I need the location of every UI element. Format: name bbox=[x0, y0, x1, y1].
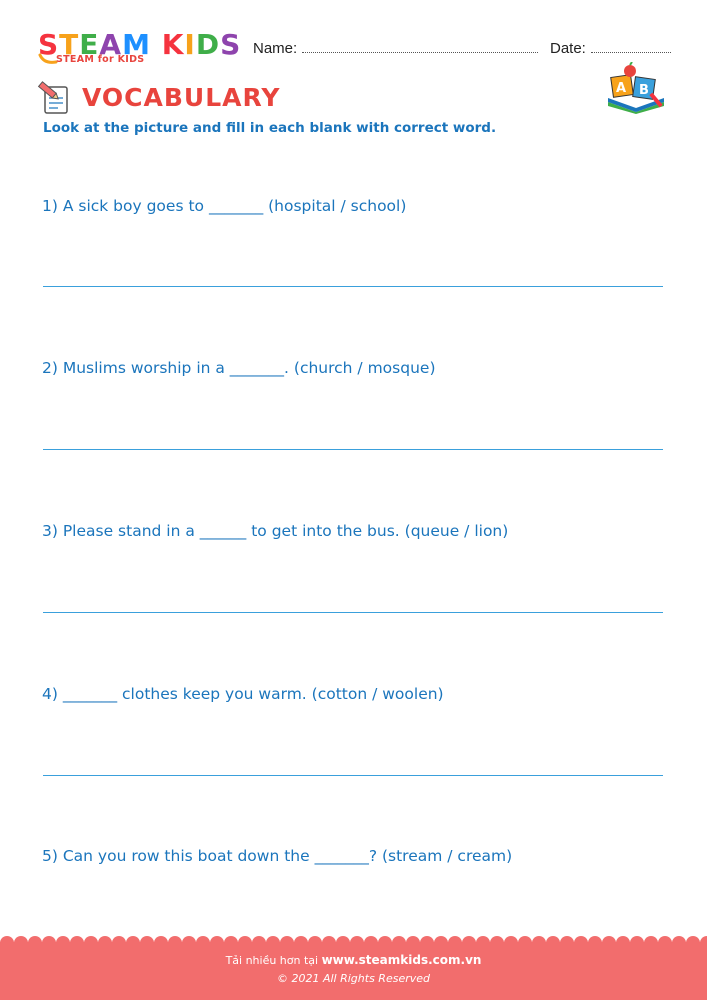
name-field[interactable] bbox=[302, 52, 538, 53]
logo-subtitle: STEAM for KIDS bbox=[56, 54, 145, 65]
footer-bar bbox=[0, 942, 707, 1000]
answer-line-3[interactable] bbox=[43, 612, 663, 613]
svg-text:B: B bbox=[639, 83, 649, 98]
logo-letter: A bbox=[99, 28, 123, 61]
svg-text:A: A bbox=[616, 81, 627, 96]
logo-letter bbox=[151, 28, 162, 61]
steam-kids-logo bbox=[38, 28, 242, 78]
date-label: Date: bbox=[550, 40, 586, 57]
question-1: 1) A sick boy goes to _______ (hospital / school) bbox=[42, 197, 407, 215]
question-2: 2) Muslims worship in a _______. (church / mosque) bbox=[42, 359, 436, 377]
footer-website bbox=[0, 953, 707, 967]
worksheet-title: VOCABULARY bbox=[82, 83, 281, 112]
pencil-paper-icon bbox=[36, 80, 74, 116]
name-label: Name: bbox=[253, 40, 298, 57]
date-field[interactable] bbox=[591, 52, 671, 53]
logo-letter: E bbox=[79, 28, 100, 61]
footer-site-link[interactable]: www.steamkids.com.vn bbox=[321, 953, 482, 967]
abc-books-icon bbox=[604, 62, 668, 114]
answer-line-4[interactable] bbox=[43, 775, 663, 776]
logo-letter: I bbox=[184, 28, 196, 61]
logo-letter: K bbox=[161, 28, 185, 61]
logo-letter: T bbox=[59, 28, 80, 61]
logo-letter: S bbox=[220, 28, 242, 61]
logo-letter: M bbox=[122, 28, 151, 61]
footer-copyright: © 2021 All Rights Reserved bbox=[276, 972, 430, 985]
instruction-text: Look at the picture and fill in each blank with correct word. bbox=[43, 120, 497, 136]
logo-letter: S bbox=[38, 28, 60, 61]
question-4: 4) _______ clothes keep you warm. (cotton / woolen) bbox=[42, 685, 444, 703]
footer-prefix: Tải nhiều hơn tại bbox=[225, 954, 322, 967]
answer-line-1[interactable] bbox=[43, 286, 663, 287]
answer-line-2[interactable] bbox=[43, 449, 663, 450]
logo-letter: D bbox=[195, 28, 221, 61]
question-5: 5) Can you row this boat down the _______? (stream / cream) bbox=[42, 847, 513, 865]
logo-swoosh-icon bbox=[38, 52, 58, 66]
question-3: 3) Please stand in a ______ to get into the bus. (queue / lion) bbox=[42, 522, 509, 540]
